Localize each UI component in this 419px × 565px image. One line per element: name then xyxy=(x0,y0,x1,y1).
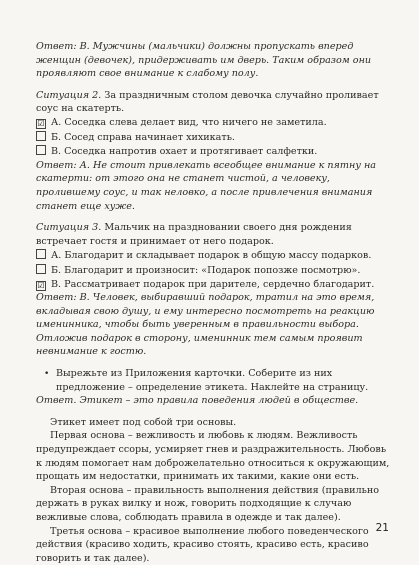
body-paragraph-4: Третья основа – красивое выполнение любого поведенческого действия (красиво ходить, красиво стоять, красиво есть, красиво говорить и так далее). xyxy=(36,525,369,564)
answer-2 xyxy=(36,159,393,213)
answer-text: Этикет – это правила поведения людей в обществе. xyxy=(79,395,359,407)
answer-1 xyxy=(36,40,393,81)
answer-text: В. Мужчины (мальчики) должны пропускать вперед женщин (девочек), придерживать им дверь. Таким образом они проявляют свое внимание к слабому полу. xyxy=(36,41,372,80)
option-c xyxy=(36,278,393,292)
situation-description: За праздничным столом девочка случайно проливает соус на скатерть. xyxy=(36,89,379,115)
checkbox[interactable]: ☑ xyxy=(37,118,45,128)
situation-text xyxy=(36,221,393,248)
situation-text xyxy=(36,89,393,116)
option-b xyxy=(36,263,393,278)
option-text: Б. Благодарит и произносит: «Подарок попозже посмотрю». xyxy=(51,264,361,276)
body-paragraph-3: Вторая основа – правильность выполнения действия (правильно держать в руках вилку и нож, говорить подходящие к случаю вежливые слова, соблюдать правила в одежде и так далее). xyxy=(36,484,380,523)
task-block xyxy=(36,367,393,408)
answer-label: Ответ. xyxy=(36,395,77,407)
option-text: А. Благодарит и складывает подарок в общую массу подарков. xyxy=(51,250,372,262)
situation-description: Мальчик на праздновании своего дня рождения встречает гостя и принимает от него подарок. xyxy=(36,222,352,247)
task-text: Вырежьте из Приложения карточки. Соберите из них предложение – определение этикета. Наклейте на страницу. xyxy=(56,368,369,393)
task-item xyxy=(44,367,393,394)
situation-2 xyxy=(36,89,393,213)
page-number: 21 xyxy=(375,522,389,535)
answer-text: В. Человек, выбиравший подарок, тратил на это время, вкладывая свою душу, и ему интересно посмотреть на реакцию именинника, чтобы быть уверенным в правильности выбора. Отложив подарок в сторону, именинник тем самым проявит невнимание к гостю. xyxy=(36,292,375,358)
checkbox[interactable]: ☑ xyxy=(37,280,45,290)
answer-label: Ответ: xyxy=(36,41,77,52)
situation-label: Ситуация 3. xyxy=(36,222,102,234)
answer-label: Ответ: xyxy=(36,159,77,171)
checkbox[interactable] xyxy=(36,264,46,274)
checkbox[interactable] xyxy=(36,131,46,141)
bullet-icon: • xyxy=(44,369,50,380)
answer-3 xyxy=(36,291,393,359)
option-b xyxy=(36,130,393,145)
option-c xyxy=(36,144,393,159)
option-a xyxy=(36,248,393,263)
body-paragraph-2: Первая основа – вежливость и любовь к людям. Вежливость предупреждает ссоры, усмиряет гнев и раздражительность. Любовь к людям помогает нам доброжелательно относиться к окружающим, прощать им недостатки, принимать их такими, какие они есть. xyxy=(36,430,390,483)
situation-label: Ситуация 2. xyxy=(36,89,102,101)
answer-label: Ответ: xyxy=(36,292,77,304)
checkbox[interactable] xyxy=(36,145,46,155)
situation-3 xyxy=(36,221,393,359)
option-text: В. Рассматривает подарок при дарителе, сердечно благодарит. xyxy=(51,278,375,290)
answer-text: А. Не стоит привлекать всеобщее внимание к пятну на скатерти: от этого она не станет чистой, а человеку, пролившему соус, и так неловко, а после привлечения внимания станет еще хуже. xyxy=(36,159,376,212)
answer-4 xyxy=(36,394,393,408)
option-text: В. Соседка напротив охает и протягивает салфетки. xyxy=(51,146,318,158)
checkbox[interactable] xyxy=(36,249,46,259)
option-text: А. Соседка слева делает вид, что ничего не заметила. xyxy=(51,116,327,128)
option-text: Б. Сосед справа начинает хихикать. xyxy=(51,131,235,143)
option-a xyxy=(36,116,393,130)
body-paragraph-1: Этикет имеет под собой три основы. xyxy=(50,416,237,428)
